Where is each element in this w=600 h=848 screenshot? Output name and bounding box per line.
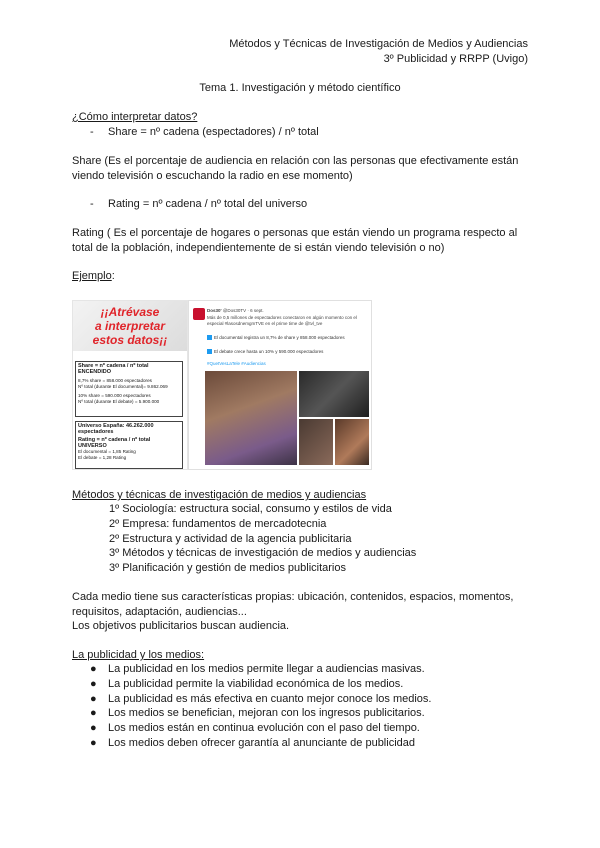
header-degree: 3º Publicidad y RRPP (Uvigo) (383, 53, 528, 65)
share-box-line-2: Nº total (durante El documental)= 9.862.069 (78, 384, 168, 389)
tweet-photo-portrait (205, 371, 297, 465)
share-list-item (90, 125, 319, 139)
advertising-item (90, 692, 431, 707)
advertising-item (90, 736, 415, 751)
interpret-heading: ¿Cómo interpretar datos? (72, 111, 198, 123)
rating-box-sub: espectadores (78, 429, 114, 435)
advertising-item-text: La publicidad es más efectiva en cuanto mejor conoce los medios. (108, 693, 432, 705)
topic-title: Tema 1. Investigación y método científico (199, 82, 401, 94)
tweet-check-1-text: El documental registra un 8,7% de share y 858.000 espectadores (214, 335, 345, 340)
rating-formula: Rating = nº cadena / nº total del universo (108, 198, 308, 210)
methods-item: 3º Planificación y gestión de medios publicitarios (109, 562, 346, 574)
tweet-avatar (193, 308, 205, 320)
example-label-text: Ejemplo (72, 270, 112, 282)
rating-box-line-1: Rating = nº cadena / nº total (78, 437, 151, 443)
share-box-title: Share = nº cadena / nº total (78, 363, 149, 369)
bullet-marker: ● (90, 737, 97, 749)
rating-box-title: Universo España: 46.262.000 (78, 423, 154, 429)
infographic-image (72, 300, 188, 470)
tweet-handle: @Dos30TV · 6 sept. (222, 308, 264, 313)
tweet-screenshot (188, 300, 372, 470)
infographic-title-3: estos datos¡¡ (92, 333, 168, 347)
rating-box-line-4: El debate = 1,28 Rating (78, 455, 127, 460)
advertising-item-text: Los medios se benefician, mejoran con los ingresos publicitarios. (108, 707, 425, 719)
share-desc-2: viendo televisión o escuchando la radio en ese momento) (72, 170, 353, 182)
tweet-author (207, 308, 264, 314)
check-icon (207, 335, 212, 340)
tweet-text-1: Más de 0,5 millones de espectadores conectaron en algún momento con el (207, 315, 357, 320)
methods-heading: Métodos y técnicas de investigación de medios y audiencias (72, 489, 367, 501)
bullet-marker: ● (90, 663, 97, 675)
bullet-marker: ● (90, 678, 97, 690)
characteristics-line-1: Cada medio tiene sus características propias: ubicación, contenidos, espacios, momentos, (72, 591, 514, 603)
methods-item: 2º Empresa: fundamentos de mercadotecnia (109, 518, 327, 530)
methods-item: 2º Estructura y actividad de la agencia publicitaria (109, 533, 352, 545)
example-colon: : (111, 270, 115, 282)
header-course-title: Métodos y Técnicas de Investigación de Medios y Audiencias (229, 38, 528, 50)
advertising-item (90, 706, 425, 721)
example-label (72, 269, 115, 283)
advertising-item (90, 677, 403, 692)
rating-box (75, 421, 183, 469)
characteristics-line-3: Los objetivos publicitarios buscan audiencia. (72, 620, 290, 632)
characteristics-line-2: requisitos, adaptación, audiencias... (72, 606, 247, 618)
share-desc-1: Share (Es el porcentaje de audiencia en relación con las personas que efectivamente están (72, 155, 519, 167)
tweet-photo-studio (299, 371, 369, 417)
dash-marker: - (90, 126, 94, 138)
share-box-sub: ENCENDIDO (78, 369, 112, 375)
share-box-line-4: Nº total (durante El debate) = 5.900.000 (78, 399, 160, 404)
share-box-line-3: 10% share = 590.000 espectadores (78, 393, 151, 398)
bullet-marker: ● (90, 707, 97, 719)
dash-marker: - (90, 198, 94, 210)
tweet-photo-guest (299, 419, 333, 465)
advertising-item-text: La publicidad permite la viabilidad económica de los medios. (108, 678, 404, 690)
rating-desc-1: Rating ( Es el porcentaje de hogares o personas que están viendo un programa respecto al (72, 227, 518, 239)
infographic-title-2: a interpretar (94, 319, 166, 333)
tweet-account: Dos30' (207, 308, 222, 313)
check-icon (207, 349, 212, 354)
tweet-text-2: especial #lasosdnemgmTVE en el prime time de @tvl_tve (207, 321, 323, 326)
rating-box-line-3: El documental = 1,85 Rating (78, 449, 136, 454)
bullet-marker: ● (90, 722, 97, 734)
tweet-photo-archive (335, 419, 369, 465)
advertising-heading: La publicidad y los medios: (72, 649, 205, 661)
advertising-item (90, 662, 425, 677)
advertising-item-text: Los medios deben ofrecer garantía al anunciante de publicidad (108, 737, 415, 749)
tweet-check-2-text: El debate crece hasta un 10% y 590.000 espectadores (214, 349, 324, 354)
rating-list-item (90, 197, 307, 211)
advertising-item (90, 721, 420, 736)
infographic-title-1: ¡¡Atrévase (100, 305, 160, 319)
methods-item: 1º Sociología: estructura social, consumo y estilos de vida (109, 503, 392, 515)
tweet-check-1 (207, 335, 345, 341)
rating-box-line-2: UNIVERSO (78, 443, 107, 449)
advertising-item-text: La publicidad en los medios permite llegar a audiencias masivas. (108, 663, 425, 675)
advertising-item-text: Los medios están en continua evolución con el paso del tiempo. (108, 722, 420, 734)
rating-desc-2: total de la población, independientemente de si están viendo televisión o no) (72, 242, 445, 254)
share-box (75, 361, 183, 417)
share-formula: Share = nº cadena (espectadores) / nº total (108, 126, 319, 138)
tweet-check-2 (207, 349, 323, 355)
tweet-hashtag: #QuetVesLaTele #Audiencias (207, 361, 266, 366)
share-box-line-1: 8,7% share = 858.000 espectadores (78, 378, 152, 383)
methods-item: 3º Métodos y técnicas de investigación de medios y audiencias (109, 547, 417, 559)
bullet-marker: ● (90, 693, 97, 705)
